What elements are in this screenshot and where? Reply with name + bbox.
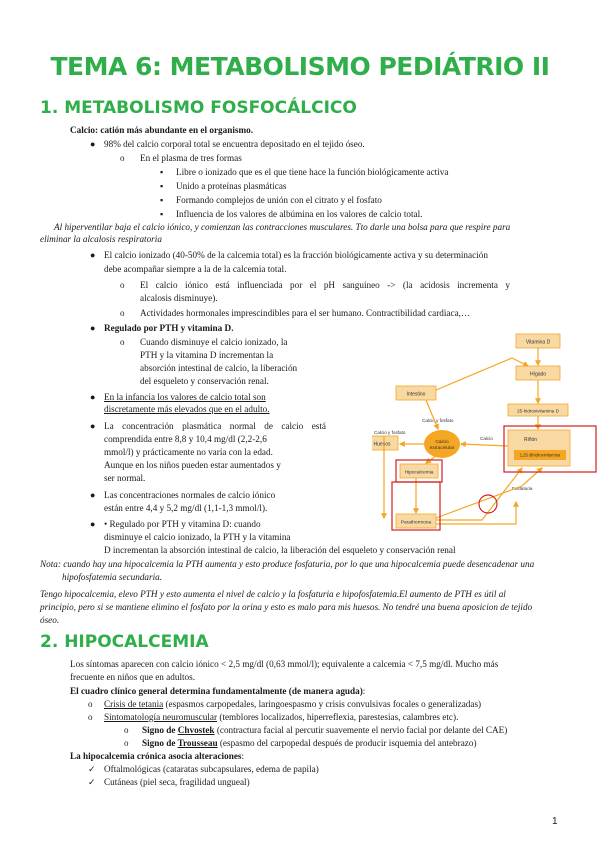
page-number: 1 <box>552 816 558 827</box>
bullet-icon: ● <box>90 139 96 149</box>
bullet-icon: ● <box>90 421 96 431</box>
bullet-icon: ● <box>90 250 96 260</box>
ionico-text: El calcio iónico está influenciada por el pH sanguíneo -> (la acidosis incrementa y <box>140 280 510 290</box>
note-hyperventilation-cont: eliminar la alcalosis respiratoria <box>40 234 162 244</box>
calcio-fosfato-left-label: Calcio y fosfato <box>374 430 406 435</box>
form-item: Libre o ionizado que es el que tiene hace la función biológicamente activa <box>176 167 449 177</box>
circle-bullet-icon: o <box>120 153 125 163</box>
calcio-extracelular-label: Calcio <box>435 440 449 445</box>
chvostek-name: Chvostek <box>177 725 215 735</box>
cronica-item: Oftalmológicas (cataratas subcapsulares, edema de papila) <box>104 764 319 774</box>
note-hyperventilation: Al hiperventilar baja el calcio iónico, y comienzan las contracciones musculares. Tto darle una bolsa para que respire para <box>54 222 511 232</box>
higado-label: Hígado <box>529 371 547 378</box>
p98-text: 98% del calcio corporal total se encuentra depositado en el tejido óseo. <box>104 139 365 149</box>
sintomatologia-rest: (temblores localizados, hiperreflexia, parestesias, calambres etc). <box>217 712 459 722</box>
tengo-text-cont: principio, pero si se mantiene elimino el fosfato por la orina y esto es malo para mis huesos. No tendré una buena aposicion de tejido <box>40 602 533 612</box>
square-bullet-icon: ▪ <box>160 195 164 205</box>
cronica-heading: La hipocalcemia crónica asocia alteraciones <box>70 751 242 761</box>
dihidroxi-label: 1,25 dihidroxivitamina <box>519 452 561 458</box>
trousseau-name: Trousseau <box>177 738 218 748</box>
bullet-icon: ● <box>90 490 96 500</box>
square-bullet-icon: ▪ <box>160 167 164 177</box>
parathormona-label: Parathormona <box>400 520 432 526</box>
cronica-colon: : <box>241 751 245 761</box>
calcio-fosfato-top-label: Calcio y fosfato <box>422 418 454 423</box>
nota-text: Nota: cuando hay una hipocalcemia la PTH aumenta y esto produce fosfaturia, por lo que una hipocalcemia puede desencadenar una <box>40 559 535 569</box>
intro-text: Los síntomas aparecen con calcio iónico < 2,5 mg/dl (0,63 mmol/l); equivalente a calcemia < 7,5 mg/dl. Mucho más <box>70 659 499 669</box>
square-bullet-icon: ▪ <box>160 181 164 191</box>
concentracion-line: mmol/l) y prácticamente no varía con la edad. <box>104 447 273 457</box>
cronica-item: Cutáneas (piel seca, fragilidad ungueal) <box>104 777 250 787</box>
intro-text-cont: frecuente en niños que en adultos. <box>70 672 196 682</box>
ionico-normal-line: están entre 4,4 y 5,2 mg/dl (1,1-1,3 mmol/l). <box>104 503 268 513</box>
ionizado-text-cont: debe acompañar siempre a la de la calcemia total. <box>104 264 287 274</box>
chvostek-rest: (contractura facial al percutir suavemente el nervio facial por delante del CAE) <box>214 725 508 735</box>
bullet-icon: ● <box>90 323 96 333</box>
ionico-normal-line: Las concentraciones normales de calcio iónico <box>104 490 276 500</box>
trousseau-pre: Signo de <box>142 738 178 748</box>
rinon-box <box>508 430 570 466</box>
circle-bullet-icon: o <box>120 308 125 318</box>
page-title: TEMA 6: METABOLISMO PEDIÁTRIO II <box>50 52 550 81</box>
concentracion-line: Aunque en los niños pueden estar aumentados y <box>104 460 281 470</box>
regulado-heading: Regulado por PTH y vitamina D. <box>104 323 234 333</box>
tengo-text-end: óseo. <box>40 615 60 625</box>
calcio-extracelular-label-2: extracelular <box>429 446 455 451</box>
ionizado-text: El calcio ionizado (40-50% de la calcemia total) es la fracción biológicamente activa y su determinación <box>104 250 488 260</box>
fosfaturia-label: Fosfaturia <box>512 486 533 491</box>
dup-line: D incrementan la absorción intestinal de calcio, la liberación del esqueleto y conservación renal <box>104 545 456 555</box>
regulado-line: Cuando disminuye el calcio ionizado, la <box>140 337 288 347</box>
dup-line: disminuye el calcio ionizado, la PTH y la vitamina <box>104 532 291 542</box>
regulado-line: PTH y la vitamina D incrementan la <box>140 350 274 360</box>
huesos-label: Huesos <box>373 441 391 448</box>
concentracion-line: ser normal. <box>104 473 146 483</box>
circle-bullet-icon: o <box>120 280 125 290</box>
circle-bullet-icon: o <box>120 337 125 347</box>
chvostek-pre: Signo de <box>142 725 178 735</box>
bullet-icon: ● <box>90 392 96 402</box>
circle-bullet-icon: o <box>124 738 129 748</box>
trousseau-rest: (espasmo del carpopedal después de producir isquemia del antebrazo) <box>217 738 477 748</box>
concentracion-line: comprendida entre 8,8 y 10,4 mg/dl (2,2-2,6 <box>104 434 267 444</box>
plasma-text: En el plasma de tres formas <box>140 153 242 163</box>
sintomatologia-label: Sintomatología neuromuscular <box>104 712 218 722</box>
chvostek-row <box>142 724 507 736</box>
infancia-line: En la infancia los valores de calcio total son <box>104 392 266 402</box>
tetania-label: Crisis de tetania <box>104 699 164 709</box>
concentracion-line: La concentración plasmática normal de calcio está <box>104 421 326 431</box>
form-item: Formando complejos de unión con el citrato y el fosfato <box>176 195 382 205</box>
vitamina-d-label: Vitamina D <box>525 339 551 346</box>
infancia-line: discretamente más elevados que en el adulto. <box>104 404 270 414</box>
regulado-line: del esqueleto y conservación renal. <box>140 376 269 386</box>
circle-bullet-icon: o <box>124 725 129 735</box>
trousseau-row <box>142 737 477 749</box>
intestino-label: Intestino <box>406 391 426 398</box>
cuadro-heading: El cuadro clínico general determina fundamentalmente (de manera aguda) <box>70 686 363 696</box>
bullet-icon: ● <box>90 519 96 529</box>
checkmark-icon: ✓ <box>88 777 96 787</box>
form-item: Influencia de los valores de albúmina en los valores de calcio total. <box>176 209 423 219</box>
hormonal-text: Actividades hormonales imprescindibles para el ser humano. Contractibilidad cardiaca,… <box>140 308 471 318</box>
tetania-row <box>104 698 481 710</box>
rinon-label: Riñón <box>524 437 538 443</box>
cuadro-heading-row <box>70 685 365 697</box>
checkmark-icon: ✓ <box>88 764 96 774</box>
sintomatologia-row <box>104 711 458 723</box>
dup-line: • Regulado por PTH y vitamina D: cuando <box>104 519 261 529</box>
form-item: Unido a proteínas plasmáticas <box>176 181 287 191</box>
nota-text-cont: hipofosfatemia secundaria. <box>62 572 163 582</box>
tengo-text: Tengo hipocalcemia, elevo PTH y esto aumenta el nivel de calcio y la fosfaturia e hipofosfatemia.El aumento de PTH es útil al <box>40 589 506 599</box>
hidroxivitamina-label: 25-hidroxivitamina D <box>517 408 559 414</box>
circle-bullet-icon: o <box>88 699 93 709</box>
cuadro-colon: : <box>362 686 366 696</box>
square-bullet-icon: ▪ <box>160 209 164 219</box>
section-heading-hipocalcemia: 2. HIPOCALCEMIA <box>40 632 209 652</box>
calcio-heading: Calcio: catión más abundante en el organismo. <box>70 125 253 135</box>
calcio-right-label: Calcio <box>480 436 493 441</box>
ionico-text-cont: alcalosis disminuye). <box>140 293 218 303</box>
calcium-regulation-diagram <box>372 328 600 532</box>
circle-bullet-icon: o <box>88 712 93 722</box>
tetania-rest: (espasmos carpopedales, laringoespasmo y crisis convulsivas focales o generalizadas) <box>163 699 482 709</box>
cronica-heading-row <box>70 750 244 762</box>
regulado-line: absorción intestinal de calcio, la liberación <box>140 363 298 373</box>
section-heading-fosfocalcico: 1. METABOLISMO FOSFOCÁLCICO <box>40 98 357 118</box>
hipocalcemia-label: Hipocalcemia <box>404 470 434 476</box>
